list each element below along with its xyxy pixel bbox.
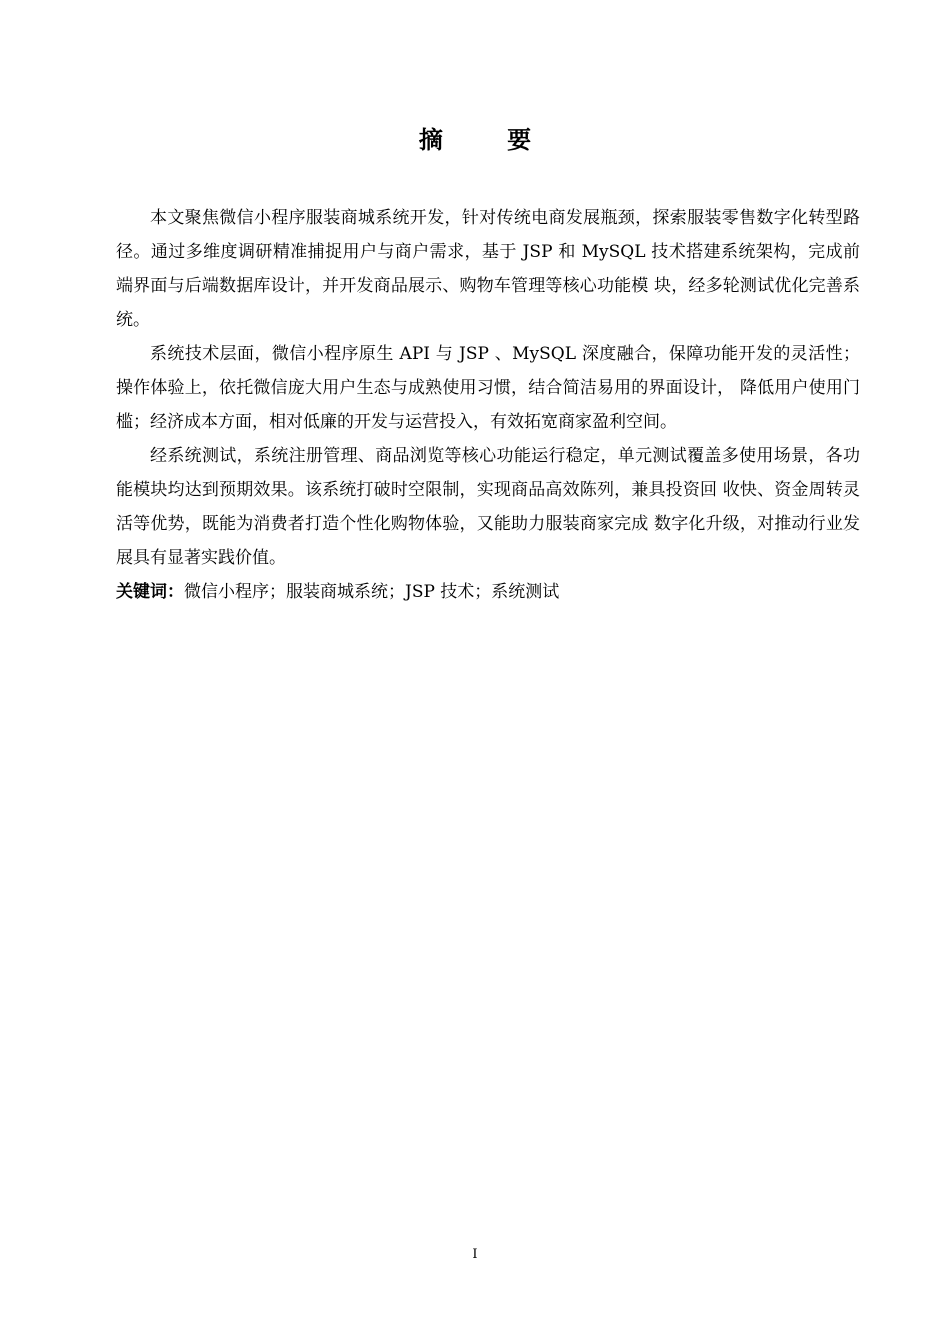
keywords-text: 微信小程序；服装商城系统；JSP 技术；系统测试 — [184, 582, 560, 602]
page-number: I — [472, 1247, 478, 1262]
abstract-body — [116, 201, 860, 609]
keywords-label: 关键词： — [116, 582, 184, 602]
abstract-paragraph-3: 经系统测试，系统注册管理、商品浏览等核心功能运行稳定，单元测试覆盖多使用场景，各功能模块均达到预期效果。该系统打破时空限制，实现商品高效陈列，兼具投资回 收快、资金周转灵活等优势，既能为消费者打造个性化购物体验，又能助力服装商家完成 数字化升级，对推动行业发展具有显著实践价值。 — [116, 446, 860, 568]
abstract-paragraph-2: 系统技术层面，微信小程序原生 API 与 JSP 、MySQL 深度融合，保障功能开发的灵活性；操作体验上，依托微信庞大用户生态与成熟使用习惯，结合简洁易用的界面设计， 降低用户使用门槛；经济成本方面，相对低廉的开发与运营投入，有效拓宽商家盈利空间。 — [116, 344, 860, 432]
abstract-paragraph-1: 本文聚焦微信小程序服装商城系统开发，针对传统电商发展瓶颈，探索服装零售数字化转型路径。通过多维度调研精准捕捉用户与商户需求，基于 JSP 和 MySQL 技术搭建系统架构，完成前端界面与后端数据库设计，并开发商品展示、购物车管理等核心功能模 块，经多轮测试优化完善系统。 — [116, 208, 860, 330]
keywords-line — [116, 575, 860, 609]
abstract-title: 摘 要 — [418, 126, 560, 154]
